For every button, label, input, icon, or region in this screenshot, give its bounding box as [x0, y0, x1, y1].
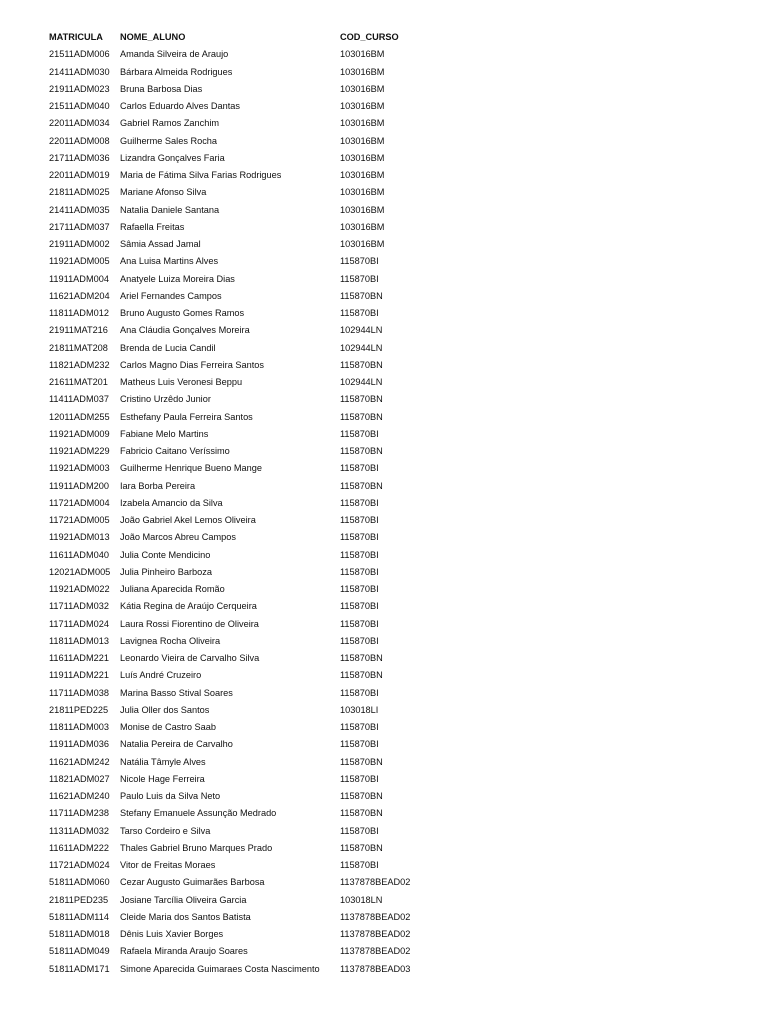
cell-matricula: 12021ADM005: [49, 566, 111, 577]
cell-matricula: 11721ADM024: [49, 860, 110, 870]
table-row: [49, 702, 460, 719]
cell-nome-aluno: Brenda de Lucia Candil: [120, 342, 216, 353]
cell-cod-curso: 1137878BEAD02: [340, 929, 411, 939]
cell-nome-aluno: Cezar Augusto Guimarães Barbosa: [120, 877, 265, 888]
cell-nome-aluno: Luís André Cruzeiro: [120, 670, 202, 681]
cell-nome-aluno: Julia Conte Mendicino: [120, 549, 211, 560]
cell-matricula: 21711ADM037: [49, 221, 110, 232]
cell-matricula: 21911ADM002: [49, 239, 110, 249]
cell-cod-curso: 1137878BEAD02: [340, 877, 411, 888]
cell-matricula: 21911ADM023: [49, 83, 110, 94]
cell-cod-curso: 102944LN: [340, 377, 383, 387]
cell-cod-curso: 103016BM: [340, 66, 385, 77]
cell-nome-aluno: Josiane Tarcília Oliveira Garcia: [120, 894, 247, 905]
table-row: [49, 219, 460, 236]
table-row: [49, 754, 460, 771]
table-row: [49, 805, 460, 822]
table-row: [49, 547, 460, 564]
cell-matricula: 51811ADM049: [49, 946, 110, 957]
cell-cod-curso: 115870BI: [340, 549, 379, 560]
table-row: [49, 81, 460, 98]
table-row: [49, 667, 460, 684]
table-row: [49, 115, 460, 132]
cell-nome-aluno: Paulo Luis da Silva Neto: [120, 791, 221, 801]
cell-matricula: 51811ADM018: [49, 929, 110, 939]
cell-cod-curso: 115870BI: [340, 566, 379, 577]
table-row: [49, 202, 460, 219]
table-row: [49, 167, 460, 184]
table-row: [49, 64, 460, 81]
cell-matricula: 51811ADM171: [49, 963, 110, 974]
table-row: [49, 391, 460, 408]
cell-nome-aluno: Dênis Luis Xavier Borges: [120, 929, 224, 939]
cell-nome-aluno: Guilherme Henrique Bueno Mange: [120, 463, 262, 474]
cell-matricula: 11811ADM013: [49, 635, 109, 646]
cell-nome-aluno: Matheus Luis Veronesi Beppu: [120, 377, 243, 387]
student-table: [49, 29, 460, 978]
cell-matricula: 11811ADM003: [49, 722, 109, 732]
cell-matricula: 11911ADM221: [49, 670, 109, 681]
cell-nome-aluno: Cleide Maria dos Santos Batista: [120, 911, 251, 922]
cell-nome-aluno: Marina Basso Stival Soares: [120, 687, 233, 698]
cell-cod-curso: 115870BN: [340, 653, 383, 663]
cell-matricula: 11621ADM242: [49, 756, 110, 767]
cell-matricula: 11621ADM204: [49, 290, 110, 301]
cell-matricula: 11821ADM027: [49, 773, 110, 784]
table-row: [49, 305, 460, 322]
cell-cod-curso: 103016BM: [340, 83, 385, 94]
cell-cod-curso: 103016BM: [340, 49, 385, 60]
cell-cod-curso: 115870BI: [340, 739, 379, 750]
table-row: [49, 150, 460, 167]
cell-matricula: 11921ADM022: [49, 584, 110, 594]
cell-cod-curso: 115870BI: [340, 584, 379, 594]
cell-matricula: 11911ADM004: [49, 273, 109, 284]
cell-matricula: 21411ADM030: [49, 66, 110, 77]
cell-nome-aluno: Ariel Fernandes Campos: [120, 290, 222, 301]
table-row: [49, 840, 460, 857]
cell-nome-aluno: Laura Rossi Fiorentino de Oliveira: [120, 618, 259, 629]
cell-cod-curso: 115870BN: [340, 359, 383, 370]
cell-cod-curso: 115870BI: [340, 687, 379, 698]
cell-matricula: 11921ADM009: [49, 428, 110, 439]
cell-matricula: 21911MAT216: [49, 325, 108, 336]
cell-cod-curso: 103016BM: [340, 204, 385, 215]
cell-cod-curso: 103018LN: [340, 894, 383, 905]
cell-cod-curso: 115870BI: [340, 497, 379, 508]
cell-matricula: 21811PED235: [49, 894, 109, 905]
cell-matricula: 11911ADM200: [49, 480, 109, 491]
cell-nome-aluno: Juliana Aparecida Romão: [120, 584, 225, 594]
cell-nome-aluno: Izabela Amancio da Silva: [120, 497, 223, 508]
cell-nome-aluno: Nicole Hage Ferreira: [120, 773, 205, 784]
cell-cod-curso: 115870BN: [340, 480, 383, 491]
cell-matricula: 11311ADM032: [49, 825, 109, 836]
cell-cod-curso: 115870BN: [340, 756, 383, 767]
cell-matricula: 51811ADM114: [49, 911, 109, 922]
cell-cod-curso: 103016BM: [340, 101, 385, 111]
cell-nome-aluno: Julia Oller dos Santos: [120, 704, 210, 715]
table-row: [49, 271, 460, 288]
cell-matricula: 11821ADM232: [49, 359, 110, 370]
cell-cod-curso: 103018LI: [340, 704, 379, 715]
table-row: [49, 633, 460, 650]
cell-matricula: 21811PED225: [49, 704, 109, 715]
table-row: [49, 426, 460, 443]
cell-cod-curso: 115870BI: [340, 428, 379, 439]
table-row: [49, 529, 460, 546]
table-row: [49, 495, 460, 512]
cell-cod-curso: 115870BI: [340, 860, 379, 870]
cell-nome-aluno: Tarso Cordeiro e Silva: [120, 825, 211, 836]
cell-matricula: 11611ADM040: [49, 549, 109, 560]
cell-nome-aluno: Natalia Pereira de Carvalho: [120, 739, 233, 750]
cell-cod-curso: 115870BI: [340, 635, 379, 646]
table-row: [49, 823, 460, 840]
table-row: [49, 322, 460, 339]
cell-cod-curso: 103016BM: [340, 152, 385, 163]
cell-nome-aluno: Stefany Emanuele Assunção Medrado: [120, 808, 277, 819]
table-row: [49, 288, 460, 305]
cell-matricula: 12011ADM255: [49, 411, 110, 422]
cell-matricula: 11921ADM013: [49, 532, 110, 543]
cell-nome-aluno: Carlos Magno Dias Ferreira Santos: [120, 359, 264, 370]
cell-nome-aluno: Gabriel Ramos Zanchim: [120, 118, 220, 129]
cell-cod-curso: 115870BN: [340, 670, 383, 681]
cell-nome-aluno: Fabricio Caitano Veríssimo: [120, 446, 230, 456]
cell-matricula: 21511ADM040: [49, 101, 110, 111]
cell-cod-curso: 115870BN: [340, 446, 383, 456]
cell-cod-curso: 115870BI: [340, 273, 379, 284]
cell-nome-aluno: Anatyele Luiza Moreira Dias: [120, 273, 235, 284]
table-row: [49, 874, 460, 891]
table-row: [49, 443, 460, 460]
table-row: [49, 46, 460, 63]
table-row: [49, 719, 460, 736]
cell-cod-curso: 115870BI: [340, 601, 379, 612]
table-row: [49, 478, 460, 495]
cell-nome-aluno: Guilherme Sales Rocha: [120, 135, 218, 146]
cell-matricula: 11721ADM005: [49, 515, 110, 525]
cell-nome-aluno: Julia Pinheiro Barboza: [120, 566, 212, 577]
header-cod-curso: COD_CURSO: [340, 32, 399, 42]
cell-cod-curso: 115870BI: [340, 773, 379, 784]
cell-matricula: 22011ADM019: [49, 170, 110, 180]
header-nome-aluno: NOME_ALUNO: [120, 32, 186, 42]
cell-matricula: 21411ADM035: [49, 204, 110, 215]
cell-nome-aluno: Carlos Eduardo Alves Dantas: [120, 101, 241, 111]
cell-matricula: 11711ADM038: [49, 687, 109, 698]
cell-matricula: 11921ADM229: [49, 446, 110, 456]
table-row: [49, 357, 460, 374]
cell-matricula: 11711ADM032: [49, 601, 109, 612]
table-row: [49, 236, 460, 253]
table-row: [49, 340, 460, 357]
cell-matricula: 11611ADM222: [49, 842, 109, 853]
cell-nome-aluno: Leonardo Vieira de Carvalho Silva: [120, 653, 260, 663]
cell-matricula: 21711ADM036: [49, 152, 110, 163]
cell-cod-curso: 115870BN: [340, 290, 383, 301]
cell-nome-aluno: Ana Cláudia Gonçalves Moreira: [120, 325, 250, 336]
table-row: [49, 409, 460, 426]
cell-nome-aluno: Bruna Barbosa Dias: [120, 83, 203, 94]
cell-nome-aluno: Natália Tâmyle Alves: [120, 756, 206, 767]
table-row: [49, 253, 460, 270]
table-row: [49, 460, 460, 477]
cell-matricula: 11721ADM004: [49, 497, 110, 508]
table-row: [49, 650, 460, 667]
cell-matricula: 11911ADM036: [49, 739, 109, 750]
table-row: [49, 685, 460, 702]
cell-cod-curso: 102944LN: [340, 325, 383, 336]
table-row: [49, 961, 460, 978]
cell-nome-aluno: Lizandra Gonçalves Faria: [120, 152, 225, 163]
cell-matricula: 11711ADM024: [49, 618, 109, 629]
cell-nome-aluno: Amanda Silveira de Araujo: [120, 49, 229, 60]
cell-nome-aluno: Bárbara Almeida Rodrigues: [120, 66, 233, 77]
cell-matricula: 11621ADM240: [49, 791, 110, 801]
cell-nome-aluno: Lavignea Rocha Oliveira: [120, 635, 221, 646]
cell-matricula: 11921ADM003: [49, 463, 110, 474]
cell-cod-curso: 1137878BEAD02: [340, 911, 411, 922]
cell-cod-curso: 103016BM: [340, 221, 385, 232]
cell-cod-curso: 115870BI: [340, 256, 379, 267]
cell-nome-aluno: Kátia Regina de Araújo Cerqueira: [120, 601, 257, 612]
cell-matricula: 11811ADM012: [49, 308, 109, 318]
table-row: [49, 736, 460, 753]
table-row: [49, 184, 460, 201]
cell-matricula: 21611MAT201: [49, 377, 108, 387]
cell-cod-curso: 102944LN: [340, 342, 383, 353]
header-row: [49, 29, 460, 46]
cell-matricula: 21811MAT208: [49, 342, 108, 353]
cell-nome-aluno: Mariane Afonso Silva: [120, 187, 207, 198]
cell-matricula: 11711ADM238: [49, 808, 109, 819]
spreadsheet: [49, 29, 749, 978]
cell-matricula: 22011ADM008: [49, 135, 110, 146]
cell-nome-aluno: Cristino Urzêdo Junior: [120, 394, 211, 405]
table-row: [49, 581, 460, 598]
cell-nome-aluno: Natalia Daniele Santana: [120, 204, 220, 215]
cell-cod-curso: 115870BN: [340, 791, 383, 801]
cell-cod-curso: 1137878BEAD03: [340, 963, 411, 974]
cell-nome-aluno: Bruno Augusto Gomes Ramos: [120, 308, 245, 318]
table-row: [49, 771, 460, 788]
cell-nome-aluno: Fabiane Melo Martins: [120, 428, 209, 439]
cell-cod-curso: 115870BN: [340, 808, 383, 819]
cell-nome-aluno: João Gabriel Akel Lemos Oliveira: [120, 515, 256, 525]
cell-matricula: 22011ADM034: [49, 118, 110, 129]
cell-cod-curso: 115870BI: [340, 618, 379, 629]
table-row: [49, 598, 460, 615]
cell-cod-curso: 103016BM: [340, 135, 385, 146]
cell-cod-curso: 115870BI: [340, 308, 379, 318]
cell-nome-aluno: Iara Borba Pereira: [120, 480, 196, 491]
header-matricula: MATRICULA: [49, 32, 103, 42]
cell-cod-curso: 103016BM: [340, 170, 385, 180]
cell-nome-aluno: Monise de Castro Saab: [120, 722, 217, 732]
table-row: [49, 857, 460, 874]
cell-matricula: 11611ADM221: [49, 653, 109, 663]
table-row: [49, 98, 460, 115]
cell-nome-aluno: Esthefany Paula Ferreira Santos: [120, 411, 253, 422]
table-row: [49, 943, 460, 960]
table-row: [49, 616, 460, 633]
cell-cod-curso: 115870BN: [340, 842, 383, 853]
table-row: [49, 909, 460, 926]
cell-cod-curso: 115870BI: [340, 532, 379, 543]
cell-cod-curso: 103016BM: [340, 239, 385, 249]
cell-nome-aluno: Sâmia Assad Jamal: [120, 239, 201, 249]
cell-matricula: 11921ADM005: [49, 256, 110, 267]
cell-nome-aluno: Thales Gabriel Bruno Marques Prado: [120, 842, 273, 853]
cell-nome-aluno: João Marcos Abreu Campos: [120, 532, 236, 543]
cell-cod-curso: 115870BI: [340, 515, 379, 525]
table-row: [49, 788, 460, 805]
cell-nome-aluno: Maria de Fátima Silva Farias Rodrigues: [120, 170, 282, 180]
table-row: [49, 374, 460, 391]
table-row: [49, 926, 460, 943]
cell-nome-aluno: Rafaella Freitas: [120, 221, 185, 232]
cell-matricula: 11411ADM037: [49, 394, 109, 405]
cell-cod-curso: 1137878BEAD02: [340, 946, 411, 957]
cell-nome-aluno: Ana Luisa Martins Alves: [120, 256, 219, 267]
cell-cod-curso: 115870BN: [340, 411, 383, 422]
cell-cod-curso: 103016BM: [340, 118, 385, 129]
cell-matricula: 21811ADM025: [49, 187, 110, 198]
table-row: [49, 892, 460, 909]
cell-matricula: 21511ADM006: [49, 49, 110, 60]
table-row: [49, 133, 460, 150]
cell-matricula: 51811ADM060: [49, 877, 110, 888]
table-body: [49, 46, 460, 978]
cell-nome-aluno: Rafaela Miranda Araujo Soares: [120, 946, 248, 957]
cell-cod-curso: 103016BM: [340, 187, 385, 198]
cell-cod-curso: 115870BI: [340, 722, 379, 732]
cell-cod-curso: 115870BN: [340, 394, 383, 405]
cell-cod-curso: 115870BI: [340, 463, 379, 474]
cell-nome-aluno: Simone Aparecida Guimaraes Costa Nascimento: [120, 963, 320, 974]
table-row: [49, 564, 460, 581]
table-row: [49, 512, 460, 529]
cell-cod-curso: 115870BI: [340, 825, 379, 836]
cell-nome-aluno: Vitor de Freitas Moraes: [120, 860, 216, 870]
